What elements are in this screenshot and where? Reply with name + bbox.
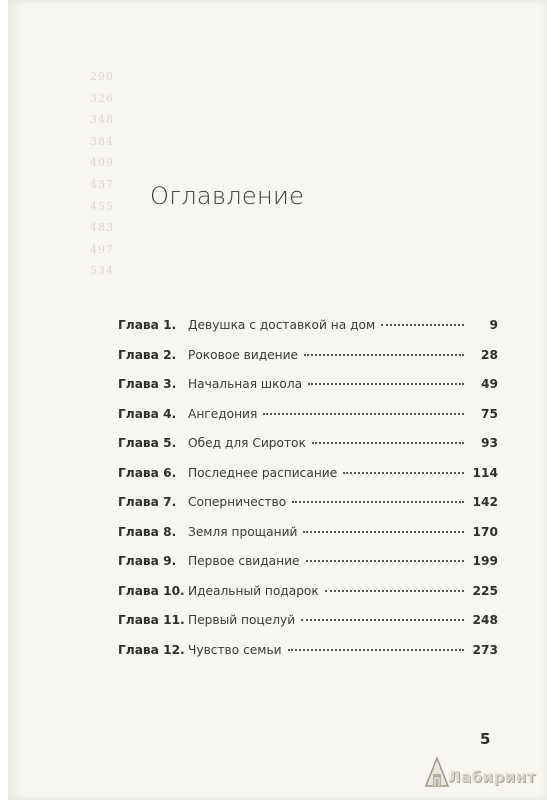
chapter-title: Первое свидание — [188, 554, 300, 568]
bleed-through-numbers — [90, 66, 114, 282]
chapter-title: Начальная школа — [188, 377, 303, 391]
bleed-through-number: 290 — [90, 70, 114, 83]
chapter-label: Глава 1. — [118, 318, 177, 332]
chapter-page: 49 — [481, 377, 498, 391]
chapter-page: 114 — [472, 465, 498, 480]
chapter-page: 28 — [481, 347, 498, 362]
bleed-through-number: 326 — [90, 91, 114, 105]
chapter-page: 225 — [472, 583, 498, 598]
dot-leader — [381, 323, 464, 326]
labirint-logo-icon — [424, 756, 450, 790]
dot-leader — [343, 471, 464, 474]
dot-leader — [303, 530, 464, 533]
chapter-title: Роковое видение — [188, 347, 299, 362]
dot-leader — [304, 353, 464, 356]
bleed-through-number: 348 — [90, 113, 114, 127]
toc-row — [118, 613, 498, 643]
bleed-through-number: 384 — [90, 134, 114, 148]
toc-row — [118, 348, 498, 378]
table-of-contents — [118, 318, 498, 672]
chapter-label: Глава 7. — [118, 495, 177, 509]
dot-leader — [288, 648, 464, 651]
chapter-label: Глава 2. — [118, 347, 177, 362]
labirint-watermark — [424, 756, 547, 792]
chapter-label: Глава 10. — [118, 583, 185, 598]
dot-leader — [306, 559, 465, 562]
chapter-label: Глава 6. — [118, 465, 177, 480]
chapter-label: Глава 4. — [118, 406, 177, 421]
chapter-title: Ангедония — [188, 406, 258, 421]
dot-leader — [263, 412, 464, 415]
bleed-through-number: 497 — [90, 242, 114, 256]
chapter-title: Чувство семьи — [188, 642, 282, 657]
chapter-page: 93 — [481, 436, 498, 450]
watermark-text: Лабиринт — [448, 768, 536, 786]
toc-row — [118, 554, 498, 584]
toc-row — [118, 407, 498, 437]
book-page — [8, 0, 547, 800]
chapter-label: Глава 12. — [118, 642, 185, 657]
chapter-label: Глава 3. — [118, 377, 177, 391]
chapter-page: 170 — [472, 524, 498, 539]
chapter-title: Соперничество — [188, 495, 287, 509]
chapter-page: 142 — [472, 495, 498, 509]
chapter-label: Глава 5. — [118, 436, 177, 450]
dot-leader — [308, 382, 464, 385]
chapter-page: 75 — [481, 406, 498, 421]
chapter-title: Девушка с доставкой на дом — [188, 318, 376, 332]
bleed-through-number: 437 — [90, 177, 114, 191]
chapter-title: Идеальный подарок — [188, 583, 319, 598]
chapter-title: Первый поцелуй — [188, 613, 296, 627]
chapter-title: Обед для Сироток — [188, 436, 306, 450]
toc-row — [118, 377, 498, 407]
chapter-page: 273 — [472, 642, 498, 657]
page-number: 5 — [480, 730, 491, 748]
toc-row — [118, 495, 498, 525]
toc-row — [118, 318, 498, 348]
dot-leader — [312, 441, 464, 444]
toc-row — [118, 584, 498, 614]
chapter-label: Глава 8. — [118, 524, 177, 539]
toc-row — [118, 466, 498, 496]
chapter-label: Глава 11. — [118, 613, 185, 627]
chapter-page: 248 — [472, 613, 498, 627]
toc-row — [118, 436, 498, 466]
chapter-page: 199 — [472, 554, 498, 568]
chapter-title: Последнее расписание — [188, 465, 338, 480]
bleed-through-number: 483 — [90, 221, 114, 235]
chapter-title: Земля прощаний — [188, 524, 298, 539]
toc-row — [118, 525, 498, 555]
toc-row — [118, 643, 498, 673]
bleed-through-number: 409 — [90, 156, 114, 170]
chapter-label: Глава 9. — [118, 554, 177, 568]
dot-leader — [301, 618, 464, 621]
dot-leader — [292, 500, 464, 503]
bleed-through-number: 534 — [90, 264, 114, 278]
bleed-through-number: 455 — [90, 199, 114, 213]
toc-heading: Оглавление — [150, 182, 305, 210]
dot-leader — [325, 589, 464, 592]
chapter-page: 9 — [489, 318, 498, 332]
